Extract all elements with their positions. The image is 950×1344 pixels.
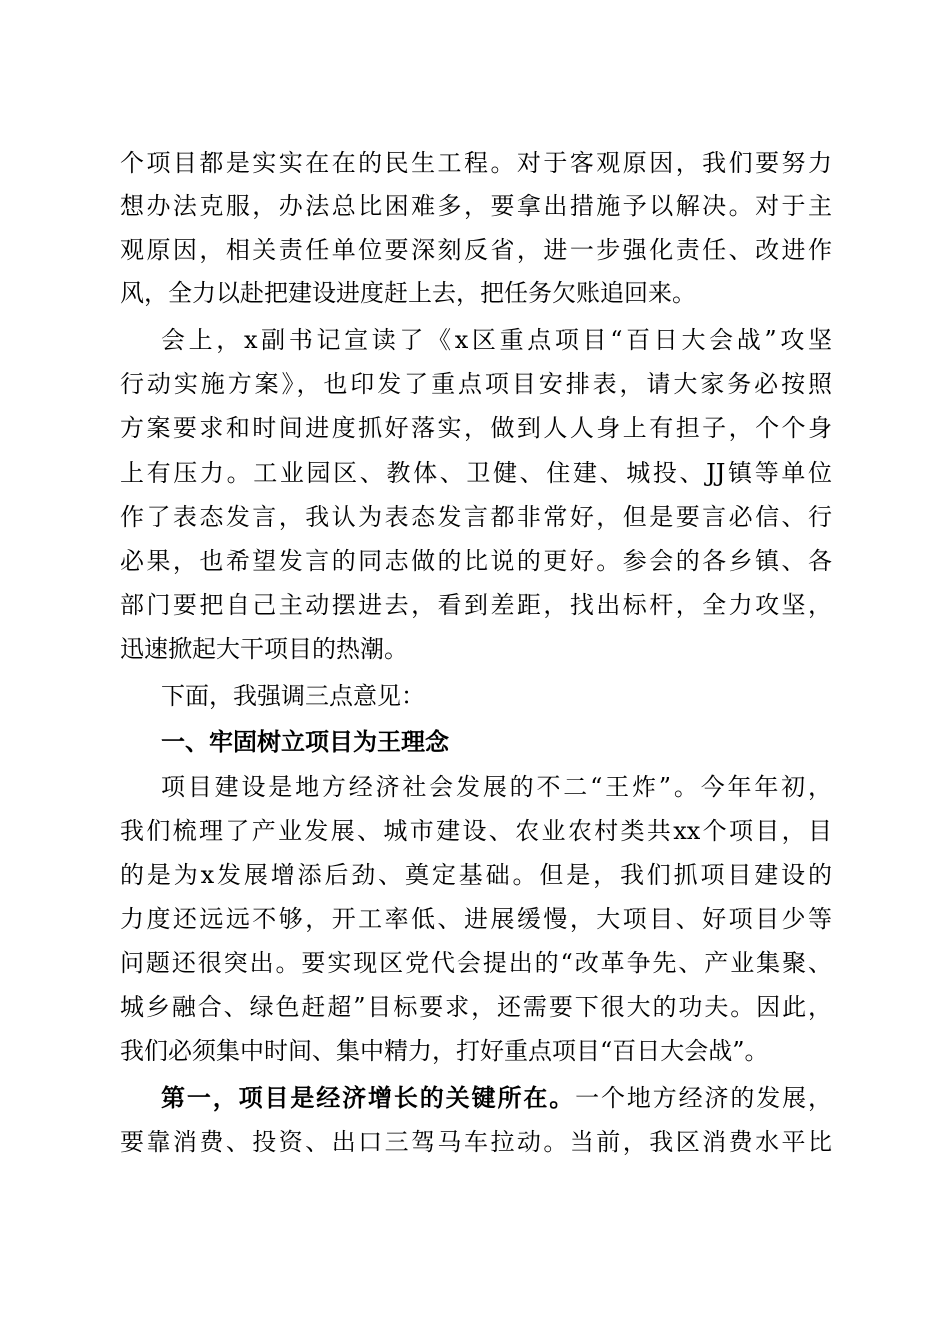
paragraph-line: 上有压力。工业园区、教体、卫健、住建、城投、JJ镇等单位 [120,459,832,487]
paragraph-line: 问题还很突出。要实现区党代会提出的“改革争先、产业集聚、 [120,949,832,977]
point-lead: 第一，项目是经济增长的关键所在。 [161,1083,576,1112]
paragraph-line: 风，全力以赴把建设进度赶上去，把任务欠账追回来。 [120,279,696,307]
paragraph-line: 行动实施方案》，也印发了重点项目安排表，请大家务必按照 [120,370,832,398]
paragraph-line: 方案要求和时间进度抓好落实，做到人人身上有担子，个个身 [120,414,832,442]
section-heading: 一、牢固树立项目为王理念 [161,728,449,756]
paragraph-line: 必果，也希望发言的同志做的比说的更好。参会的各乡镇、各 [120,547,832,575]
paragraph-line: 力度还远远不够，开工率低、进展缓慢，大项目、好项目少等 [120,905,832,933]
paragraph-line: 个项目都是实实在在的民生工程。对于客观原因，我们要努力 [120,149,832,177]
paragraph-line: 我们必须集中时间、集中精力，打好重点项目“百日大会战”。 [120,1037,769,1065]
paragraph-line: 城乡融合、绿色赶超”目标要求，还需要下很大的功夫。因此， [120,993,832,1021]
paragraph-line [161,1078,832,1118]
paragraph-line: 要靠消费、投资、出口三驾马车拉动。当前，我区消费水平比 [120,1128,832,1156]
paragraph-line: 项目建设是地方经济社会发展的不二“王炸”。今年年初， [161,773,832,801]
paragraph-line: 会上，x副书记宣读了《x区重点项目“百日大会战”攻坚 [161,326,832,354]
paragraph-line: 我们梳理了产业发展、城市建设、农业农村类共xx个项目，目 [120,817,832,845]
paragraph-line: 迅速掀起大干项目的热潮。 [120,635,408,663]
paragraph-line: 的是为x发展增添后劲、奠定基础。但是，我们抓项目建设的 [120,861,832,889]
paragraph-line: 观原因，相关责任单位要深刻反省，进一步强化责任、改进作 [120,236,832,264]
paragraph-line: 想办法克服，办法总比困难多，要拿出措施予以解决。对于主 [120,192,832,220]
point-text: 一个地方经济的发展， [575,1084,833,1112]
paragraph-line: 作了表态发言，我认为表态发言都非常好，但是要言必信、行 [120,503,832,531]
paragraph-line: 下面，我强调三点意见： [161,682,425,710]
paragraph-line: 部门要把自己主动摆进去，看到差距，找出标杆，全力攻坚， [120,591,832,619]
